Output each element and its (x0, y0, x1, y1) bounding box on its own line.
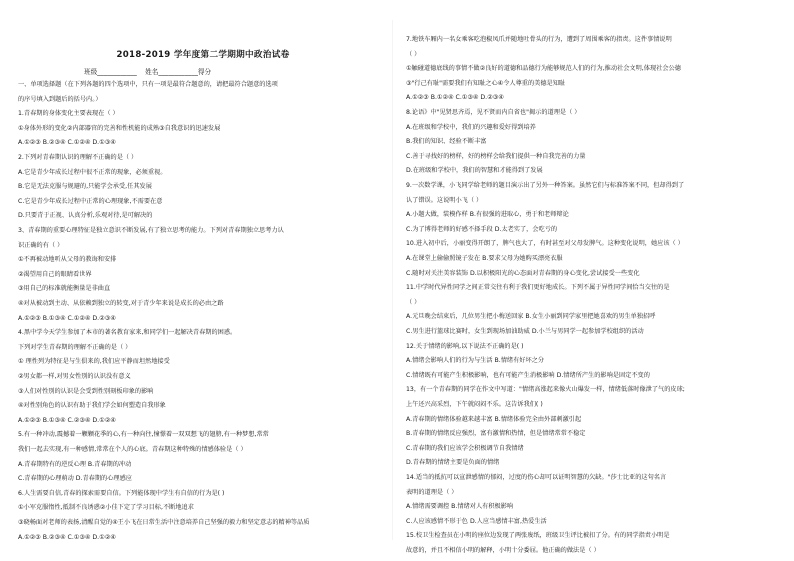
text-line: 15.校卫生检查员在小明的座位边发现了两张废纸，班级卫生评比被扣了分。有的同学指责小明是 (406, 532, 670, 540)
text-line: 认了错误。这说明小飞（ ） (406, 196, 483, 204)
text-line: ②渴望用自己的眼睛看世界 (18, 270, 92, 278)
page-fold (392, 20, 393, 540)
text-line: C.青春期的我们应该学会积极调节自我情绪 (406, 444, 524, 452)
text-line: 上午还兴高采烈，下午就闷闷不乐。这告诉我们( ) (406, 401, 543, 408)
text-line: 一、单项选择题（在下列各题的四个选项中，只有一项是最符合题意的，请把最符合题意的选项 (18, 81, 278, 88)
text-line: A.①②③ B.①③④ C.②③④ D.①②④ (18, 416, 116, 424)
text-line: ①小军克服惰性,抵制不良诱惑②小佳下定了学习目标,不断地追求 (18, 504, 194, 512)
text-line: C.为了博得老师的好感不择手段 D.太老实了，会吃亏的 (406, 225, 558, 233)
text-line: ③"行己有耻"需要我们有知耻之心④令人尊重的美德是知耻 (406, 79, 566, 87)
text-line: C.随时对关注美容装饰 D.以积极阳光的心态面对青春期的身心变化,尝试接受一些变化 (406, 269, 640, 277)
text-line: B.青春期的情绪反应强烈，富有激情和热情，但是情绪常常不稳定 (406, 430, 586, 438)
text-line: 13，有一个青春期的同学在作文中写道："情绪高涨起来像火山爆发一样，情绪低落时像泄了气的皮球; (406, 386, 685, 394)
text-line: C.男生进行篮球比赛时，女生到现场加油助威 D.小兰与男同学一起参加学校组织的活动 (406, 328, 644, 335)
text-line: A.①②③ B.①②④ C.①③④ D.②③④ (406, 94, 504, 102)
text-line: 5.有一种冲动,震撼着一颗颗花季的心,有一种向往,憧憬着一双双想飞的翅膀,有一种梦想,常常 (18, 431, 269, 439)
text-line: 9.一次数学课，小飞同学给老师的题目演示出了另外一种答案。虽然它们与标准答案不同，但却得到了 (406, 182, 685, 189)
text-line: 下列对学生青春期的理解不正确的是（ ） (18, 343, 132, 351)
text-line: C.情绪既有可能产生积极影响，也有可能产生消极影响 D.情绪所产生的影响是固定不变的 (406, 371, 650, 379)
text-line: 识正确的有（ ） (18, 241, 64, 249)
text-line: ① 理性列为特征是与生俱来的,我们应平静而坦然地接受 (18, 358, 170, 366)
text-line: C.人应该感情不形于色 D.人应当感情丰富,热爱生活 (406, 517, 547, 525)
text-line: D.在班级和学校中，我们的智慧和才能得到了发展 (406, 167, 543, 175)
student-info-line: 班级____________ 姓名____________得分 (84, 68, 212, 76)
text-line: A.小题大做，装模作样 B.有很强的进取心，勇于和老师辩论 (406, 211, 569, 219)
text-line: （ ） (406, 298, 421, 306)
text-line: 4.黑中学今天学生参加了本市的著名教育家来,和同学们一起解决青春期的困惑。 (18, 329, 237, 337)
text-line: A.在课堂上偷偷照镜子发在 B.要求父母为她购买漂亮衣服 (406, 255, 563, 262)
text-line: C.它是青少年成长过程中正常的心理现象,不需要在意 (18, 197, 163, 205)
text-line: A.青春期的情绪体验越来越丰富 B.情绪体验完全由外部刺激引起 (406, 415, 582, 423)
text-line: B.我们的知识、经验不断丰富 (406, 138, 487, 146)
text-line: A.①②③ B.②③④ C.①③④ D.①②④ (18, 533, 116, 541)
text-line: ③用自己的标准就能衡量是非曲直 (18, 285, 111, 293)
text-line: ①不再被动地听从父母的教诲和安排 (18, 256, 117, 264)
exam-title: 2018-2019 学年度第二学期期中政治试卷 (116, 50, 290, 60)
text-line: A.在班级和学校中，我们的兴趣和爱好得到培养 (406, 123, 536, 131)
text-line: D.只要青于正视、认真分析,乐观对待,是可解决的 (18, 212, 153, 220)
text-line: ④对性别角色的认识有助于我们学会如何塑造自我形象 (18, 402, 166, 410)
text-line: A.元旦晚会结束后，几位男生把小梅送回家 B.女生小丽到同学家里把她喜欢的男生单独招呼 (406, 313, 656, 321)
text-line: 故意的，并且不相信小明的解释，小明十分委屈。他正确的做法是（ ） (406, 547, 600, 554)
text-line: A.①②③ B.②③④ C.①②④ D.①③④ (18, 139, 116, 147)
text-line: C.青春期的心理萌动 D.青春期的心理感应 (18, 475, 132, 483)
text-line: 我们一起去实现,有一种感情,常常在个人的心底。青春期这种特殊的情感体验是（ ） (18, 446, 247, 453)
text-line: 10.进入初中后，小丽变得开朗了，脾气也大了，有时甚至对父母发脾气。这种变化说明，她应该（ ） (406, 240, 684, 248)
text-line: ③晓畅面对老师的表扬,清醒自觉的④王小飞在日常生活中注意培养自己坚强的毅力和坚定意志的精神等品质 (18, 519, 310, 526)
text-line: C.善于寻找好的榜样，好的榜样会给我们提供一种自我完善的力量 (406, 152, 586, 160)
text-line: 的序号填入到题后的括号内。） (18, 95, 102, 103)
text-line: A.它是青少年成长过程中很不正常的现象，必须重视。 (18, 168, 167, 176)
text-line: （ ） (406, 50, 421, 58)
text-line: D.青春期的情绪主要是负面的情绪 (406, 459, 500, 467)
text-line: ①触碰道德底线的事情不做②良好的道德和品德行为能够规范人们的行为,推动社会文明,体现社会公德 (406, 65, 681, 73)
text-line: A.情绪会影响人们的行为与生活 B.情绪有好坏之分 (406, 357, 545, 365)
text-line: 7.地铁车厢内一名女乘客吃泡椒凤爪并随地吐骨头的行为，遭到了周围乘客的指责。这件事情说明 (406, 36, 672, 43)
text-line: ④对从被动到主动、从依赖到独立的转变,对于青少年来说是成长的必由之路 (18, 300, 224, 307)
text-line: 8.论语》中"见贤思齐焉，见不贤而内自省也"揭示的道理是（ ） (406, 109, 581, 116)
text-line: 表明的道理是（ ） (406, 488, 458, 496)
text-line: A.①②③ B.①③④ C.①②④ D.②③④ (18, 314, 116, 322)
text-line: ②男女都一样,对男女性别的认识没有意义 (18, 373, 131, 380)
text-line: B.它是无法克服与规避的,只能学会承受,任其发展 (18, 183, 152, 191)
text-line: 6.人生需要自信,青春的探索需要自信。下列能体现中学生有自信的行为是( ) (18, 489, 225, 497)
text-line: 3、青春期的重要心理特征是独立意识不断发展,有了独立思考的能力。下列对青春期独立思考力认 (18, 227, 284, 234)
text-line: ①身体外形的变化②内部器官的完善和性机能的成熟③自我意识的迅速发展 (18, 124, 221, 132)
text-line: A.青春期特有的逆反心理 B.青春期的冲动 (18, 460, 132, 468)
text-line: 2.下列对青春期认识的理解不正确的是（ ） (18, 154, 138, 161)
text-line: ③人们对性别的认识是会受到性别刻板印象的影响 (18, 387, 154, 395)
text-line: 14.适当的抵抗可以宣泄感情的郁闷，过度的伤心却可以证明智慧的欠缺。"莎士比亚的这句名言 (406, 474, 667, 481)
text-line: 12.关于情绪的影响,以下说法不正确的是( ) (406, 342, 524, 350)
text-line: 1.青春期的身体变化主要表现在（ ） (18, 110, 119, 118)
text-line: 11.中学时代异性同学之间正常交往有利于我们更好地成长。下列不属于异性同学间恰当交往的是 (406, 284, 670, 292)
text-line: A.情绪需要调控 B.情绪对人有积极影响 (406, 503, 514, 511)
